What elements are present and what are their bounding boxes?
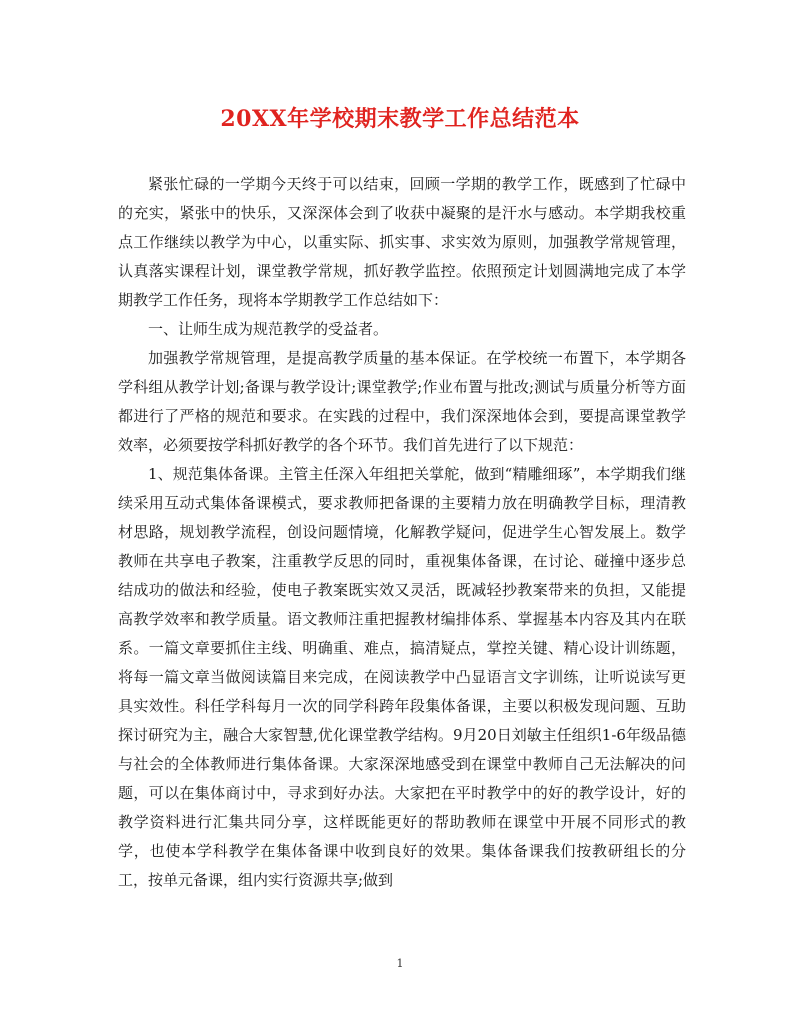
- document-body: [118, 170, 686, 895]
- paragraph-intro: 紧张忙碌的一学期今天终于可以结束，回顾一学期的教学工作，既感到了忙碌中的充实，紧张中的快乐，又深深体会到了收获中凝聚的是汗水与感动。本学期我校重点工作继续以教学为中心，以重实际、抓实事、求实效为原则，加强教学常规管理，认真落实课程计划，课堂教学常规，抓好教学监控。依照预定计划圆满地完成了本学期教学工作任务，现将本学期教学工作总结如下：: [118, 175, 686, 309]
- section-heading-1: 一、让师生成为规范教学的受益者。: [148, 320, 389, 338]
- page-number: 1: [396, 957, 404, 970]
- document-title: 20XX年学校期末教学工作总结范本: [220, 106, 580, 132]
- paragraph-routine-management: 加强教学常规管理，是提高教学质量的基本保证。在学校统一布置下，本学期各学科组从教学计划;备课与教学设计;课堂教学;作业布置与批改;测试与质量分析等方面都进行了严格的规范和要求。在实践的过程中，我们深深地体会到，要提高课堂教学效率，必须要按学科抓好教学的各个环节。我们首先进行了以下规范：: [118, 349, 686, 454]
- paragraph-collective-lesson-prep: 1、规范集体备课。主管主任深入年组把关掌舵，做到“精雕细琢”，本学期我们继续采用互动式集体备课模式，要求教师把备课的主要精力放在明确教学目标，理清教材思路，规划教学流程，创设问题情境，化解教学疑问，促进学生心智发展上。数学教师在共享电子教案，注重教学反思的同时，重视集体备课，在讨论、碰撞中逐步总结成功的做法和经验，使电子教案既实效又灵活，既减轻抄教案带来的负担，又能提高教学效率和教学质量。语文教师注重把握教材编排体系、掌握基本内容及其内在联系。一篇文章要抓住主线、明确重、难点，搞清疑点，掌控关键、精心设计训练题，将每一篇文章当做阅读篇目来完成，在阅读教学中凸显语言文字训练，让听说读写更具实效性。科任学科每月一次的同学科跨年段集体备课，主要以积极发现问题、互助探讨研究为主，融合大家智慧,优化课堂教学结构。9月20日刘敏主任组织1-6年级品德与社会的全体教师进行集体备课。大家深深地感受到在课堂中教师自己无法解决的问题，可以在集体商讨中，寻求到好办法。大家把在平时教学中的好的教学设计，好的教学资料进行汇集共同分享，这样既能更好的帮助教师在课堂中开展不同形式的教学，也使本学科教学在集体备课中收到良好的效果。集体备课我们按教研组长的分工，按单元备课，组内实行资源共享;做到: [118, 465, 686, 889]
